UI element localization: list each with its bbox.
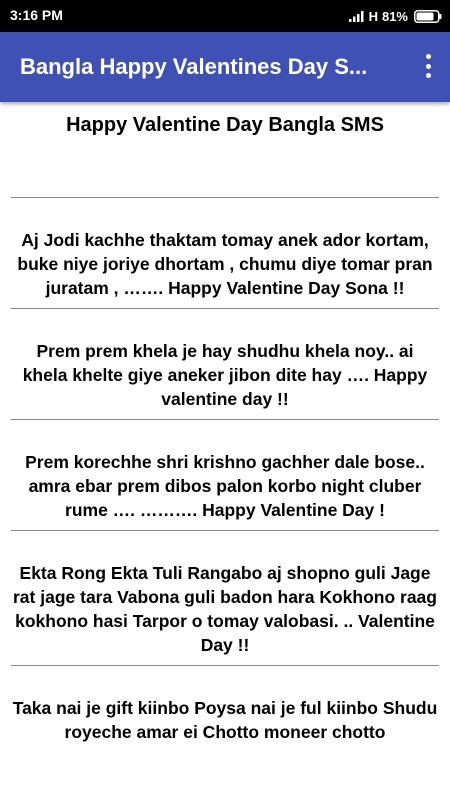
sms-item[interactable]: Ekta Rong Ekta Tuli Rangabo aj shopno guli Jage rat jage tara Vabona guli badon hara Kokhono raag kokhono hasi Tarpor o tomay valobasi. .. Valentine Day !! — [13, 563, 437, 655]
sms-item[interactable]: Prem prem khela je hay shudhu khela noy.. ai khela khelte giye aneker jibon dite hay …. Happy valentine day !! — [22, 341, 428, 409]
heading-block — [0, 102, 450, 197]
sms-item[interactable]: Taka nai je gift kiinbo Poysa nai je ful kiinbo Shudu royeche amar ei Chotto moneer chotto — [12, 698, 438, 742]
network-type: H — [368, 8, 378, 24]
sms-list[interactable] — [0, 102, 450, 800]
sms-item[interactable]: Aj Jodi kachhe thaktam tomay anek ador kortam, buke niye joriye dhortam , chumu diye tomar pran juratam , ……. Happy Valentine Day Sona !! — [17, 230, 433, 298]
app-title: Bangla Happy Valentines Day S... — [20, 54, 368, 79]
more-vert-icon[interactable] — [420, 51, 436, 81]
battery-icon — [414, 10, 442, 23]
menu-dot — [426, 64, 431, 69]
status-bar — [0, 0, 450, 32]
status-time: 3:16 PM — [10, 7, 63, 23]
page-heading: Happy Valentine Day Bangla SMS — [66, 114, 384, 136]
menu-dot — [426, 73, 431, 78]
battery-percent: 81% — [381, 8, 408, 24]
menu-dot — [426, 54, 431, 59]
status-indicators — [349, 6, 442, 26]
sms-item[interactable]: Prem korechhe shri krishno gachher dale bose.. amra ebar prem dibos palon korbo night cluber rume …. ………. Happy Valentine Day ! — [25, 452, 425, 520]
signal-icon — [349, 10, 365, 22]
app-bar — [0, 32, 450, 102]
